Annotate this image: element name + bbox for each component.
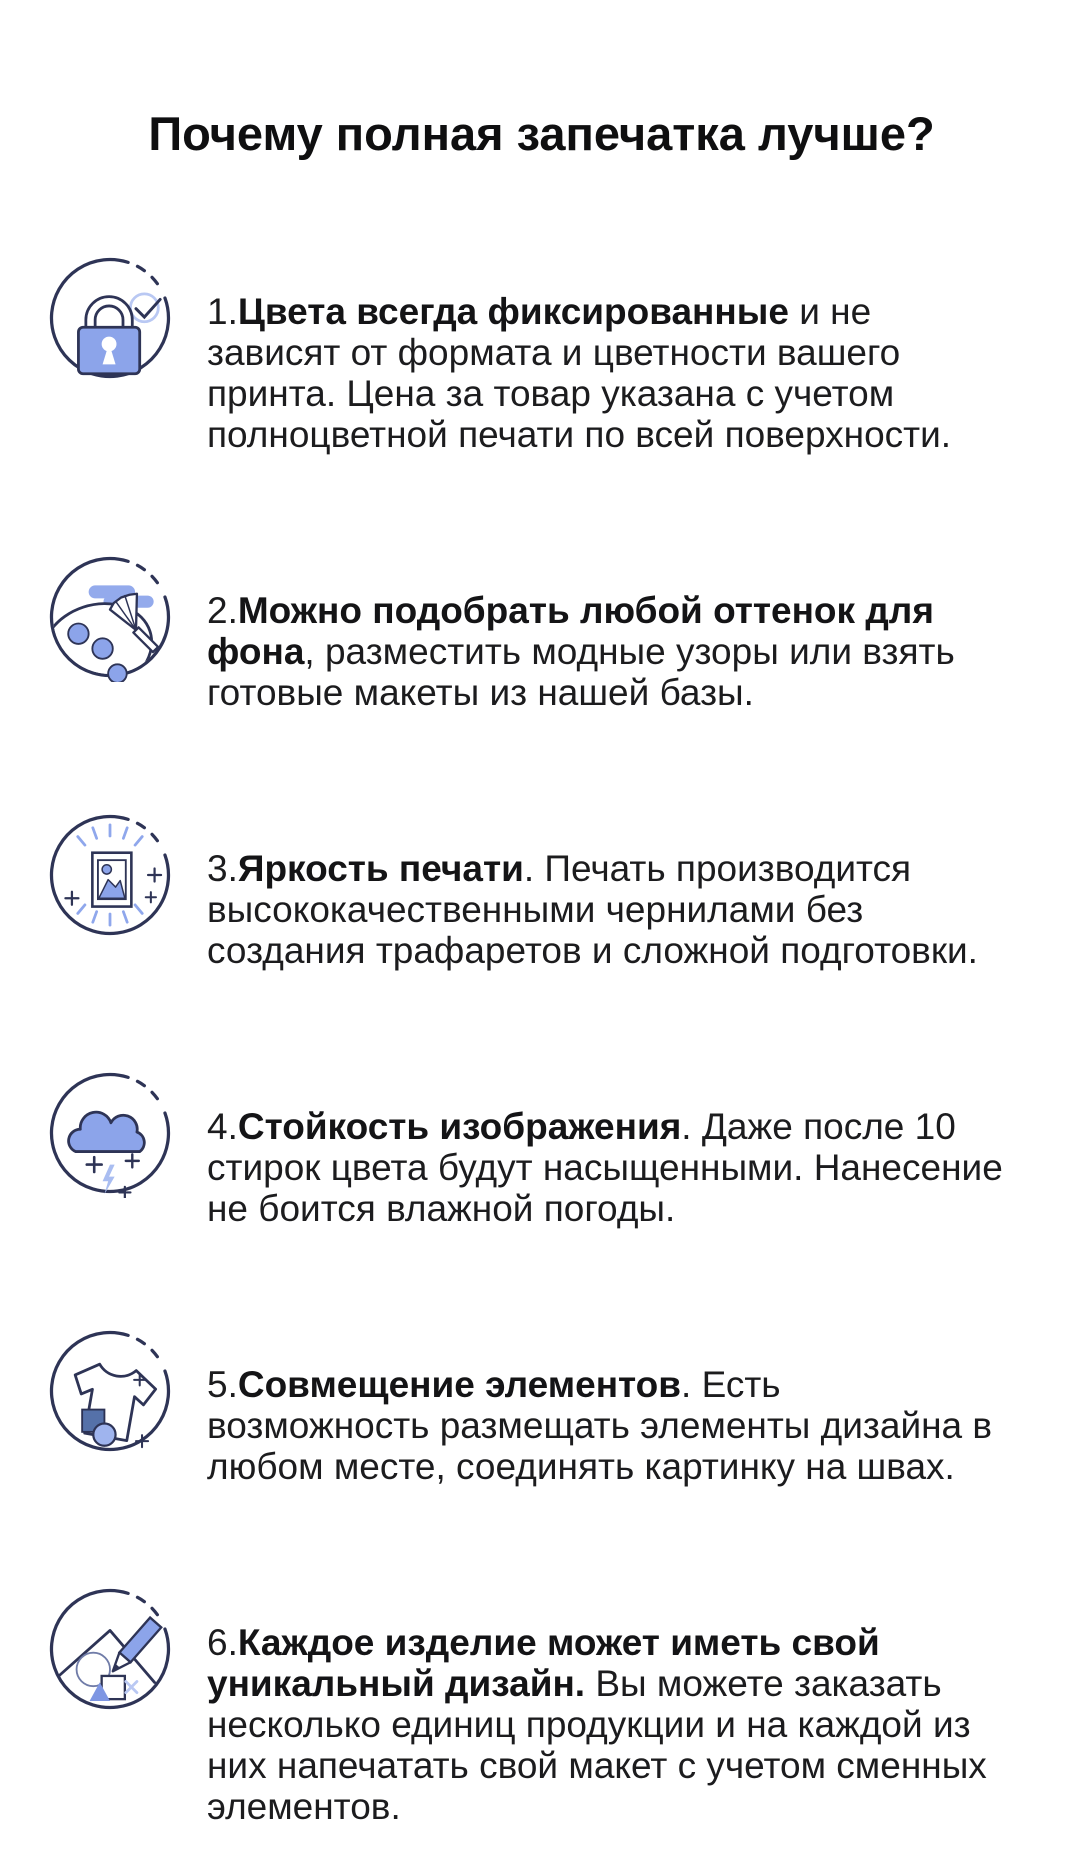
benefit-text-1: 1.Цвета всегда фиксированные и не зависят от формата и цветности вашего принта. Цена за товар указана с учетом полноцветной печати по всей поверхности. (207, 291, 952, 455)
tshirt-design-icon (45, 1326, 175, 1456)
bright-print-icon (45, 810, 175, 940)
benefit-text-3: 3.Яркость печати. Печать производится высококачественными чернилами без создания трафаретов и сложной подготовки. (207, 848, 978, 971)
benefit-item-4 (45, 1068, 1038, 1266)
page-title: Почему полная запечатка лучше? (148, 107, 935, 160)
lock-check-icon (45, 253, 175, 383)
benefit-text-4: 4.Стойкость изображения. Даже после 10 стирок цвета будут насыщенными. Нанесение не боится влажной погоды. (207, 1106, 1003, 1229)
benefit-item-6 (45, 1584, 1038, 1864)
benefit-text-2: 2.Можно подобрать любой оттенок для фона, разместить модные узоры или взять готовые макеты из нашей базы. (207, 590, 955, 713)
benefit-text-5: 5.Совмещение элементов. Есть возможность размещать элементы дизайна в любом месте, соединять картинку на швах. (207, 1364, 993, 1487)
pencil-sketch-icon (45, 1584, 175, 1714)
benefit-item-3 (45, 810, 1038, 1008)
benefit-item-1 (45, 253, 1038, 492)
storm-cloud-icon (45, 1068, 175, 1198)
benefit-item-2 (45, 552, 1038, 750)
benefit-text-6: 6.Каждое изделие может иметь свой уникальный дизайн. Вы можете заказать несколько единиц продукции и на каждой из них напечатать свой макет с учетом сменных элементов. (207, 1622, 987, 1827)
palette-brush-icon (45, 552, 175, 682)
benefit-item-5 (45, 1326, 1038, 1524)
